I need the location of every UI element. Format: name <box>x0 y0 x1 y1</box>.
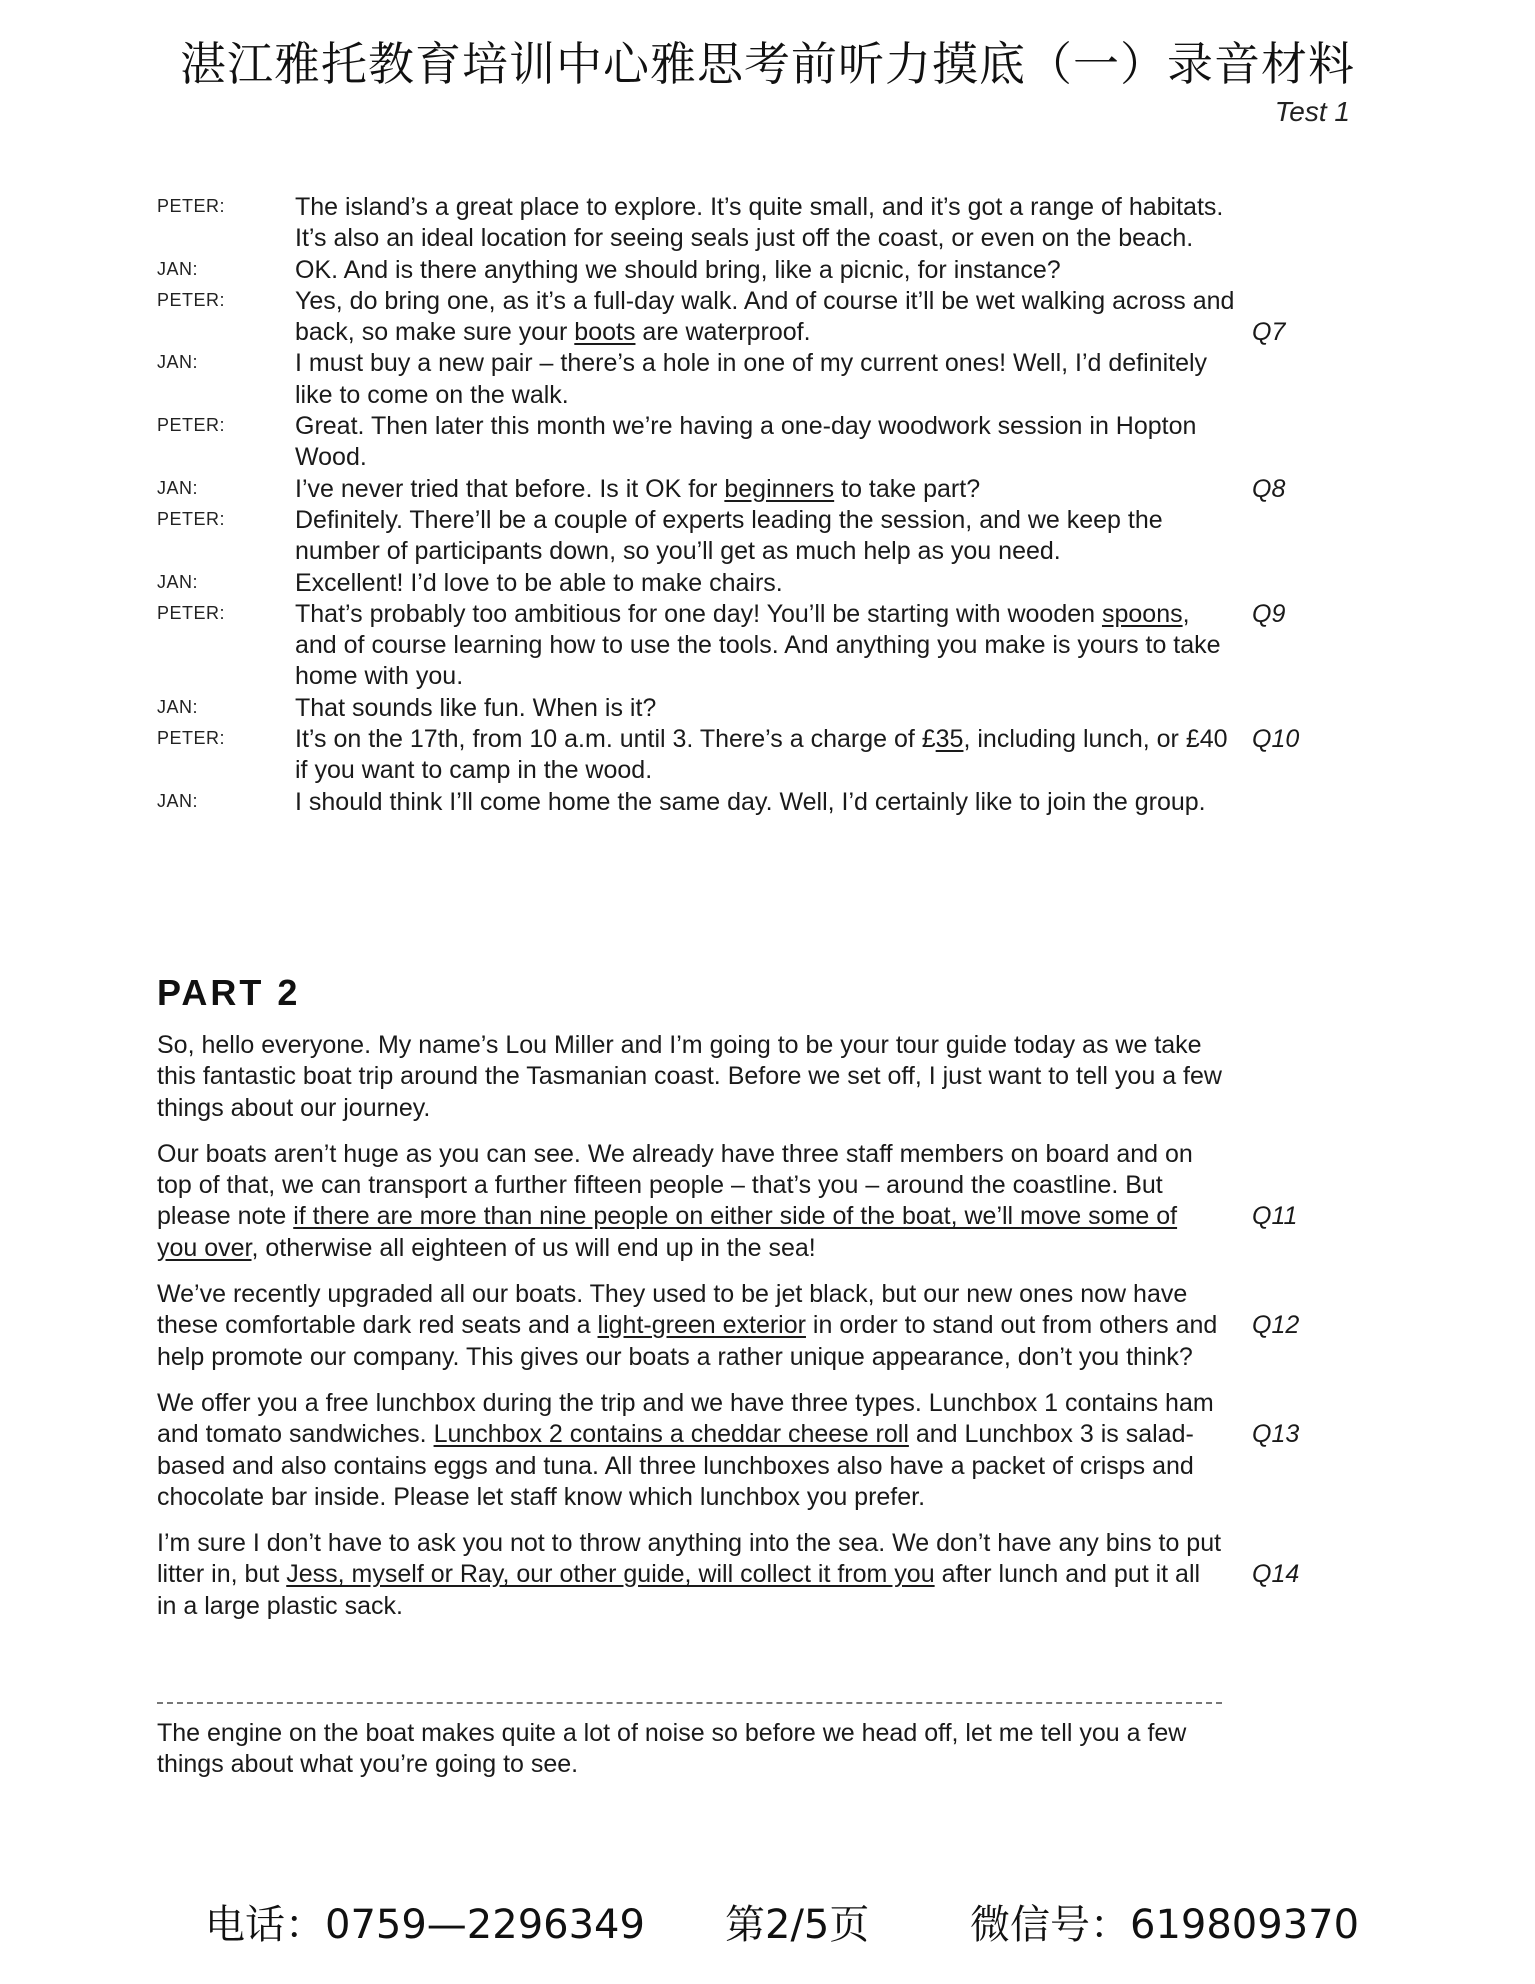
speaker-label: JAN: <box>157 477 199 498</box>
monologue-paragraph <box>157 1279 1337 1373</box>
text-segment: So, hello everyone. My name’s Lou Miller and I’m going to be your tour guide today as we take this fantastic boat trip around the Tasmanian coast. Before we set off, I just want to tell you a few things about our journey. <box>157 1031 1222 1122</box>
text-segment: Our boats aren’t huge as you can see. We already have three staff members on board and on top of that, we can transport a further fifteen people – that’s you – around the coastline. But please note <box>157 1139 1193 1231</box>
footer <box>0 1893 1535 1953</box>
speaker-label: JAN: <box>157 696 199 717</box>
paragraph-text <box>157 1388 1222 1513</box>
dialogue-turn <box>157 787 1337 818</box>
test-label: Test 1 <box>1274 96 1350 127</box>
text-segment: Definitely. There’ll be a couple of experts leading the session, and we keep the number of participants down, so you’ll get as much help as you need. <box>295 505 1163 566</box>
speaker-label: PETER: <box>157 289 226 310</box>
paragraph-text <box>157 1139 1222 1264</box>
answer-underline: spoons <box>1101 599 1183 628</box>
text-segment: and Lunchbox 3 is salad-based and also contains eggs and tuna. All three lunchboxes also have a packet of crisps and chocolate bar inside. Please let staff know which lunchbox you prefer. <box>157 1420 1194 1511</box>
text-segment: We offer you a free lunchbox during the trip and we have three types. Lunchbox 1 contains ham and tomato sandwiches. <box>157 1388 1214 1449</box>
speech-text <box>295 474 1235 505</box>
text-segment: to take part? <box>834 474 981 503</box>
question-marker: Q11 <box>1252 1202 1298 1231</box>
paragraph-text <box>157 1528 1222 1622</box>
speech-text <box>295 411 1235 474</box>
speaker-label: PETER: <box>157 728 226 749</box>
text-segment: I’m sure I don’t have to ask you not to throw anything into the sea. We don’t have any bins to put litter in, but <box>157 1529 1222 1589</box>
question-marker: Q10 <box>1252 725 1300 754</box>
speaker-label: JAN: <box>157 790 199 811</box>
paragraph-text <box>157 1030 1222 1124</box>
text-segment: Yes, do bring one, as it’s a full-day walk. And of course it’ll be wet walking across and back, so make sure your <box>295 286 1235 347</box>
answer-underline: Jess, myself or Ray, our other guide, will collect it from you <box>286 1560 935 1589</box>
closing-paragraph <box>157 1718 1222 1781</box>
text-segment: We’ve recently upgraded all our boats. They used to be jet black, but our new ones now have these comfortable dark red seats and a <box>157 1280 1188 1340</box>
footer-wechat: 微信号：619809370 <box>970 1902 1360 1948</box>
dialogue-turn <box>157 505 1337 568</box>
footer-page-number: 第2/5页 <box>725 1902 870 1948</box>
speech-text <box>295 599 1235 693</box>
dialogue-turn <box>157 192 1337 255</box>
dialogue-turn <box>157 411 1337 474</box>
closing-text: The engine on the boat makes quite a lot of noise so before we head off, let me tell you a few things about what you’re going to see. <box>157 1719 1187 1779</box>
speech-text <box>295 192 1235 255</box>
page-title: 湛江雅托教育培训中心雅思考前听力摸底（一）录音材料 <box>180 37 1355 91</box>
answer-underline: if there are more than nine people on either side of the boat, we’ll move some of you over <box>157 1202 1178 1262</box>
speech-text <box>295 568 1235 599</box>
text-segment: I’ve never tried that before. Is it OK for <box>295 474 725 503</box>
answer-underline: light-green exterior <box>597 1311 806 1340</box>
question-marker: Q12 <box>1252 1311 1300 1340</box>
answer-underline: beginners <box>724 474 835 503</box>
dialogue-turn <box>157 286 1337 349</box>
answer-underline: 35 <box>935 725 964 754</box>
text-segment: The island’s a great place to explore. It’s quite small, and it’s got a range of habitats. It’s also an ideal location for seeing seals just off the coast, or even on the beach. <box>295 193 1224 253</box>
text-segment: It’s on the 17th, from 10 a.m. until 3. There’s a charge of £ <box>295 725 936 754</box>
dialogue-turn <box>157 474 1337 505</box>
monologue-paragraph <box>157 1528 1337 1622</box>
monologue-section <box>157 1030 1337 1637</box>
speaker-label: JAN: <box>157 352 199 373</box>
question-marker: Q7 <box>1252 318 1286 347</box>
paragraph-text <box>157 1279 1222 1373</box>
text-segment: That sounds like fun. When is it? <box>295 693 657 722</box>
question-marker: Q8 <box>1252 474 1286 503</box>
monologue-paragraph <box>157 1030 1337 1124</box>
text-segment: OK. And is there anything we should bring, like a picnic, for instance? <box>295 255 1061 284</box>
speech-text <box>295 693 1235 724</box>
speaker-label: PETER: <box>157 415 226 436</box>
dialogue-turn <box>157 693 1337 724</box>
text-segment: , and of course learning how to use the tools. And anything you make is yours to take home with you. <box>295 599 1221 691</box>
speech-text <box>295 286 1235 349</box>
speech-text <box>295 787 1235 818</box>
text-segment: are waterproof. <box>635 318 811 347</box>
speaker-label: PETER: <box>157 508 226 529</box>
speech-text <box>295 724 1235 787</box>
question-marker: Q9 <box>1252 599 1286 628</box>
footer-phone: 电话：0759—2296349 <box>205 1902 645 1948</box>
speech-text <box>295 348 1235 411</box>
dashed-divider <box>157 1702 1222 1704</box>
speaker-label: JAN: <box>157 571 199 592</box>
dialogue-turn <box>157 568 1337 599</box>
text-segment: after lunch and put it all in a large plastic sack. <box>157 1560 1201 1620</box>
text-segment: Great. Then later this month we’re having a one-day woodwork session in Hopton Wood. <box>295 412 1197 472</box>
monologue-paragraph <box>157 1139 1337 1264</box>
dialogue-turn <box>157 724 1337 787</box>
question-marker: Q13 <box>1252 1420 1300 1449</box>
text-segment: , including lunch, or £40 if you want to camp in the wood. <box>295 725 1228 785</box>
dialogue-turn <box>157 348 1337 411</box>
speaker-label: PETER: <box>157 602 226 623</box>
answer-underline: boots <box>574 318 636 347</box>
speaker-label: PETER: <box>157 196 226 216</box>
text-segment: Excellent! I’d love to be able to make chairs. <box>295 568 783 597</box>
dialogue-turn <box>157 599 1337 693</box>
text-segment: I should think I’ll come home the same day. Well, I’d certainly like to join the group. <box>295 787 1206 816</box>
speech-text <box>295 505 1235 568</box>
text-segment: I must buy a new pair – there’s a hole in one of my current ones! Well, I’d definitely like to come on the walk. <box>295 349 1208 409</box>
dialogue-section <box>157 192 1337 818</box>
text-segment: , otherwise all eighteen of us will end up in the sea! <box>251 1233 816 1262</box>
part-heading: PART 2 <box>157 972 301 1013</box>
question-marker: Q14 <box>1252 1560 1300 1589</box>
answer-underline: Lunchbox 2 contains a cheddar cheese roll <box>433 1420 909 1449</box>
monologue-paragraph <box>157 1388 1337 1513</box>
text-segment: in order to stand out from others and help promote our company. This gives our boats a rather unique appearance, don’t you think? <box>157 1311 1218 1371</box>
speech-text <box>295 255 1235 286</box>
speaker-label: JAN: <box>157 258 199 279</box>
text-segment: That’s probably too ambitious for one day! You’ll be starting with wooden <box>295 599 1102 628</box>
dialogue-turn <box>157 255 1337 286</box>
